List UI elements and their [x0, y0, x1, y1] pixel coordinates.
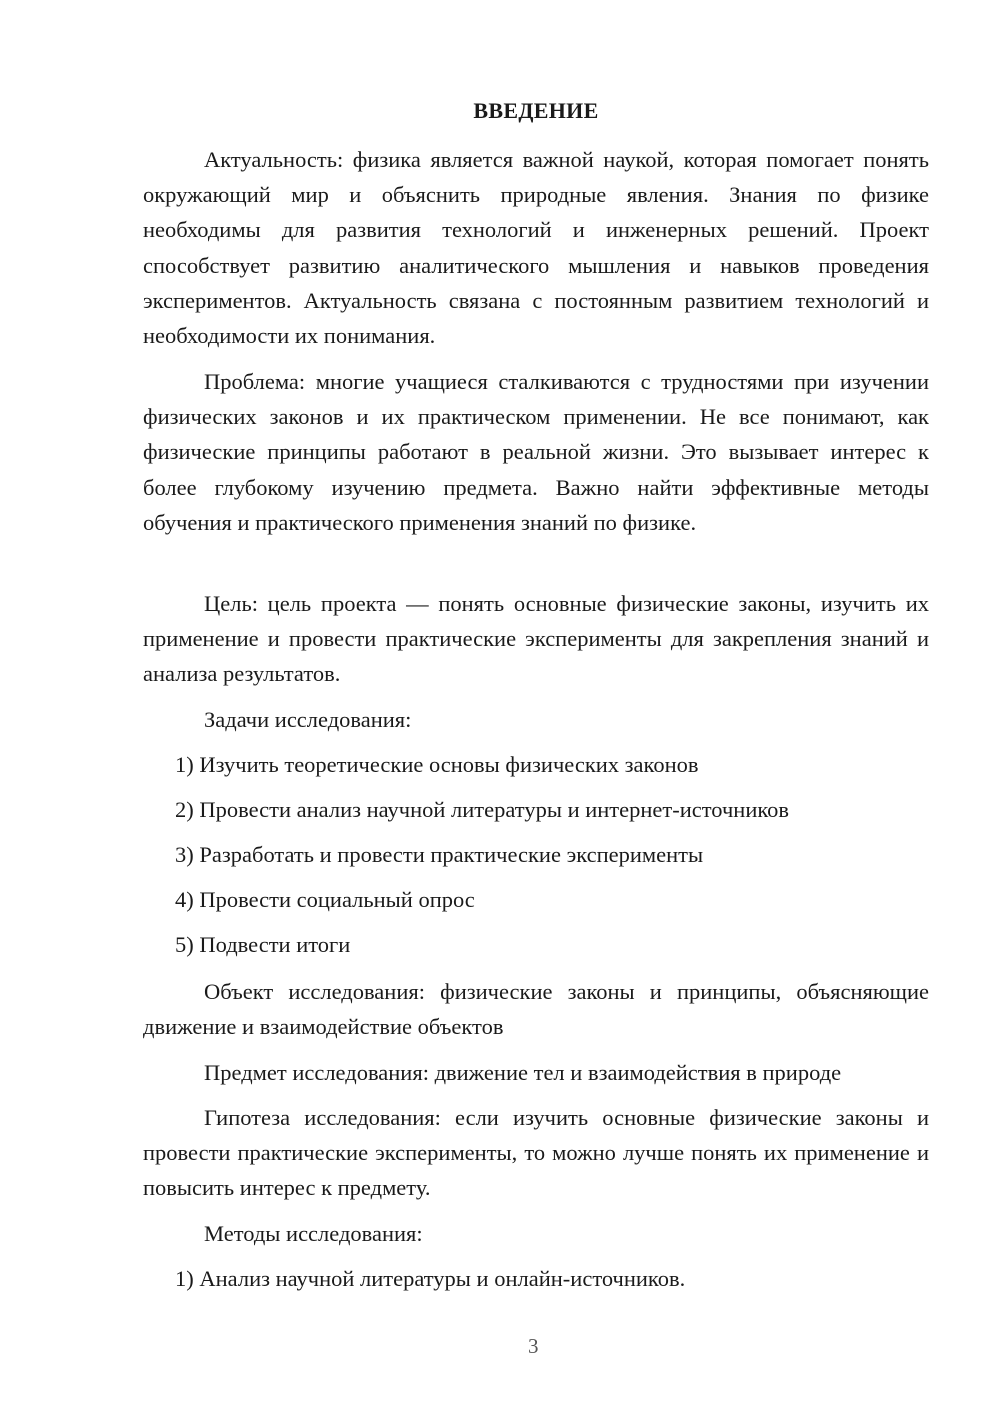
methods-heading: Методы исследования: [204, 1221, 423, 1246]
paragraph-goal: Цель: цель проекта — понять основные физические законы, изучить их применение и провести практические эксперименты для закрепления знаний и анализа результатов. [143, 591, 929, 687]
paragraph-problem: Проблема: многие учащиеся сталкиваются с трудностями при изучении физических законов и их практическом применении. Не все понимают, как физические принципы работают в реальной жизни. Это вызывает интерес к более глубокому изучению предмета. Важно найти эффективные методы обучения и практического применения знаний по физике. [143, 369, 929, 535]
paragraph-hypothesis: Гипотеза исследования: если изучить основные физические законы и провести практические эксперименты, то можно лучше понять их применение и повысить интерес к предмету. [143, 1105, 929, 1201]
paragraph-object: Объект исследования: физические законы и принципы, объясняющие движение и взаимодействие объектов [143, 979, 929, 1040]
task-item: 3) Разработать и провести практические эксперименты [175, 842, 704, 867]
task-item: 4) Провести социальный опрос [175, 887, 475, 912]
task-item: 2) Провести анализ научной литературы и интернет-источников [175, 797, 790, 822]
section-heading: ВВЕДЕНИЕ [473, 98, 599, 123]
task-item: 1) Изучить теоретические основы физических законов [175, 752, 699, 777]
task-item: 5) Подвести итоги [175, 932, 351, 957]
paragraph-subject: Предмет исследования: движение тел и взаимодействия в природе [204, 1060, 842, 1085]
tasks-heading: Задачи исследования: [204, 707, 412, 732]
method-item: 1) Анализ научной литературы и онлайн-источников. [175, 1266, 686, 1291]
page-number-label: 3 [528, 1334, 539, 1358]
paragraph-relevance: Актуальность: физика является важной наукой, которая помогает понять окружающий мир и объяснить природные явления. Знания по физике необходимы для развития технологий и инженерных решений. Проект способствует развитию аналитического мышления и навыков проведения экспериментов. Актуальность связана с постоянным развитием технологий и необходимости их понимания. [143, 147, 929, 349]
